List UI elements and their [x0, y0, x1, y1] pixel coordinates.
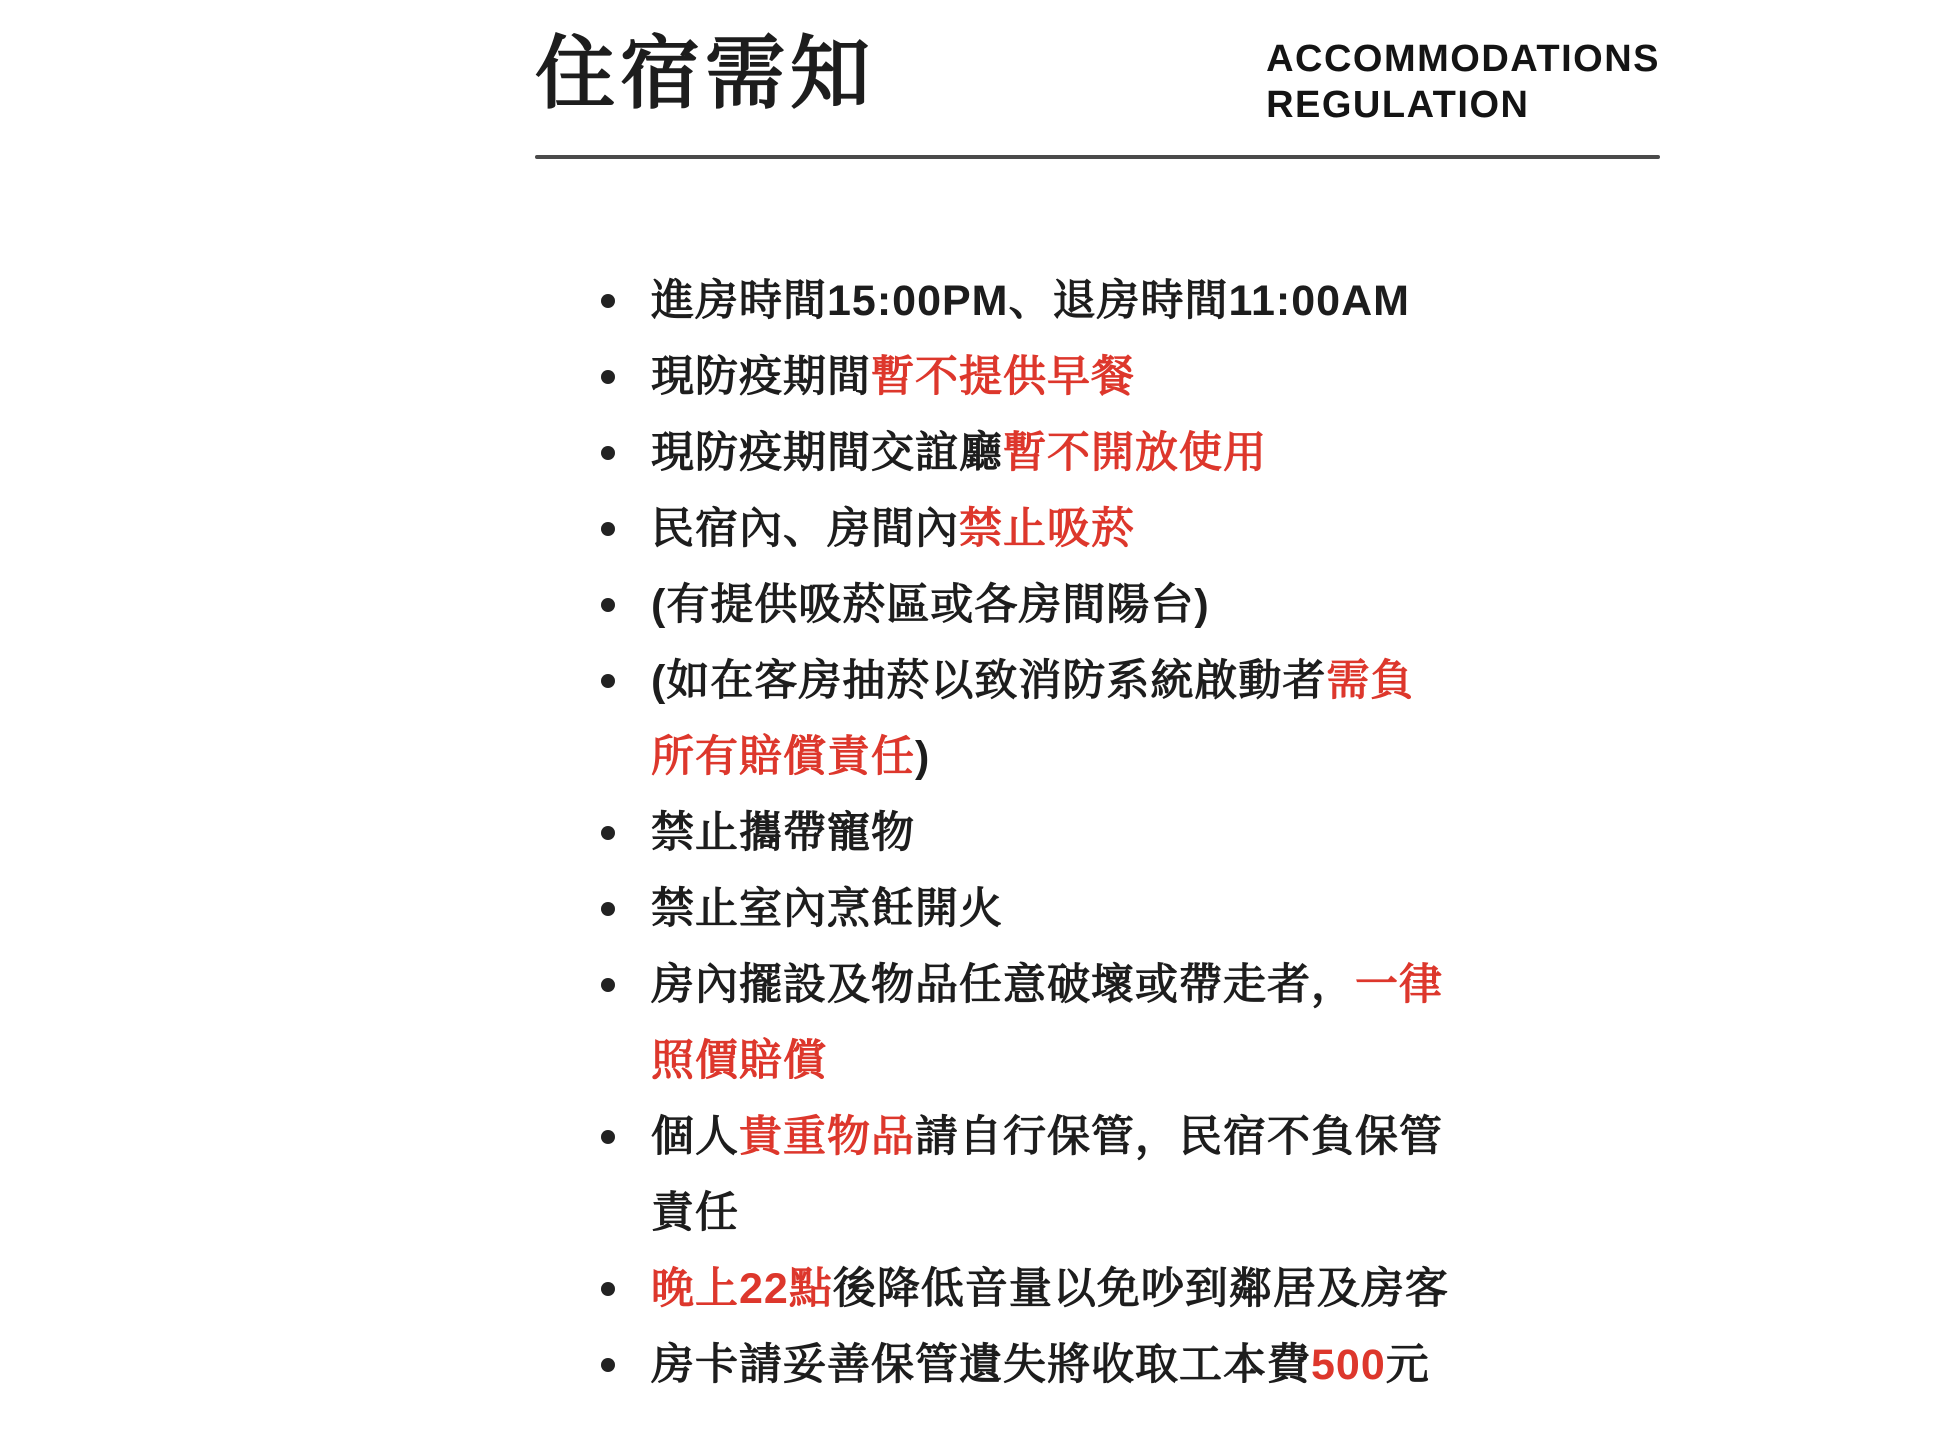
- header-divider: [535, 155, 1660, 159]
- rule-segment-highlight: 需負: [1326, 656, 1415, 705]
- bullet-icon: [601, 978, 615, 992]
- rule-segment-highlight: 禁止吸菸: [959, 504, 1135, 553]
- rule-segment: (有提供吸菸區或各房間陽台): [651, 580, 1210, 629]
- rule-segment-highlight: 貴重物品: [739, 1112, 915, 1161]
- rule-item: [601, 567, 1660, 643]
- page-title: 住宿需知: [535, 29, 875, 118]
- notice-header: [535, 30, 1660, 155]
- rule-segment: 後降低音量以免吵到鄰居及房客: [832, 1264, 1449, 1313]
- bullet-icon: [601, 294, 615, 308]
- rule-segment: 房內擺設及物品任意破壞或帶走者，: [651, 960, 1355, 1009]
- rule-segment-highlight: 暫不開放使用: [1003, 428, 1267, 477]
- rule-segment: 元: [1385, 1340, 1430, 1389]
- rule-segment: 責任: [651, 1188, 739, 1237]
- rule-item: [601, 795, 1660, 871]
- bullet-icon: [601, 522, 615, 536]
- rule-item: [601, 643, 1660, 795]
- rule-text: [651, 1099, 1443, 1251]
- bullet-icon: [601, 902, 615, 916]
- rule-text: [651, 1327, 1430, 1403]
- rule-text: [651, 643, 1414, 795]
- rule-item: [601, 263, 1660, 339]
- rule-text: [651, 795, 915, 871]
- bullet-icon: [601, 1130, 615, 1144]
- bullet-icon: [601, 1282, 615, 1296]
- rule-item: [601, 947, 1660, 1099]
- rule-text: [651, 491, 1135, 567]
- rule-segment-highlight: 500: [1311, 1340, 1386, 1389]
- rule-segment-highlight: 暫不提供早餐: [871, 352, 1135, 401]
- rule-text: [651, 567, 1210, 643]
- rule-segment-highlight: 照價賠償: [651, 1036, 827, 1085]
- bullet-icon: [601, 598, 615, 612]
- page-title-english-line2: REGULATION: [1266, 84, 1530, 127]
- rule-text: [651, 415, 1267, 491]
- bullet-icon: [601, 446, 615, 460]
- rule-text: [651, 339, 1135, 415]
- bullet-icon: [601, 674, 615, 688]
- rule-segment: 禁止室內烹飪開火: [651, 884, 1003, 933]
- rule-segment-highlight: 一律: [1355, 960, 1443, 1009]
- rule-segment: (如在客房抽菸以致消防系統啟動者: [651, 656, 1327, 705]
- rule-segment: 個人: [651, 1112, 739, 1161]
- rule-item: [601, 1251, 1660, 1327]
- rule-text: [651, 263, 1410, 339]
- rule-segment: ): [915, 732, 931, 781]
- bullet-icon: [601, 1358, 615, 1372]
- rule-item: [601, 339, 1660, 415]
- rule-text: [651, 871, 1003, 947]
- rule-text: [651, 947, 1443, 1099]
- rule-item: [601, 1099, 1660, 1251]
- rule-segment-highlight: 所有賠償責任: [651, 732, 915, 781]
- bullet-icon: [601, 826, 615, 840]
- rule-item: [601, 491, 1660, 567]
- rule-segment-highlight: 晚上22點: [651, 1264, 833, 1313]
- rule-text: [651, 1251, 1449, 1327]
- notice-content: [535, 30, 1660, 1403]
- rule-item: [601, 415, 1660, 491]
- page-title-english: [1266, 36, 1660, 129]
- rule-item: [601, 871, 1660, 947]
- rule-segment: 民宿內、房間內: [651, 504, 959, 553]
- rule-segment: 禁止攜帶寵物: [651, 808, 915, 857]
- rule-segment: 請自行保管，民宿不負保管: [915, 1112, 1443, 1161]
- rule-segment: 進房時間15:00PM、退房時間11:00AM: [651, 276, 1410, 325]
- rule-segment: 現防疫期間: [651, 352, 871, 401]
- rules-list: [535, 263, 1660, 1403]
- bullet-icon: [601, 370, 615, 384]
- page-title-english-line1: ACCOMMODATIONS: [1266, 38, 1660, 80]
- rule-segment: 房卡請妥善保管遺失將收取工本費: [651, 1340, 1311, 1389]
- rule-item: [601, 1327, 1660, 1403]
- rule-segment: 現防疫期間交誼廳: [651, 428, 1003, 477]
